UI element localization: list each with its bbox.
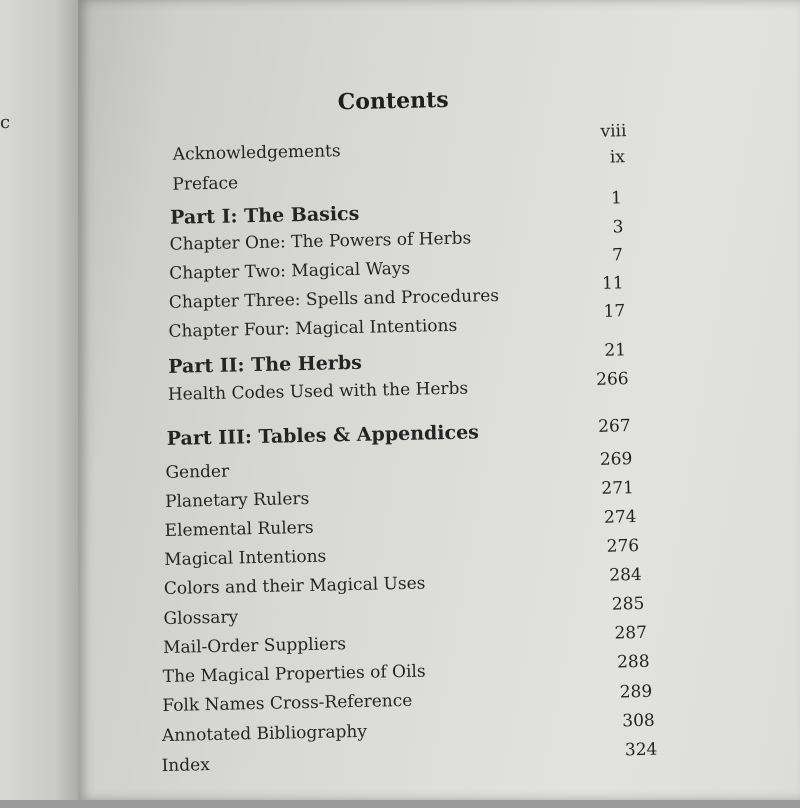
toc-entry: [163, 662, 426, 688]
toc-entry-label: The Magical Properties of Oils: [162, 661, 426, 688]
toc-entry-page: 288: [616, 651, 650, 673]
toc-entry-page: 269: [599, 449, 633, 470]
toc-entry-page: 308: [622, 710, 655, 732]
toc-entry-label: Health Codes Used with the Herbs: [167, 378, 469, 405]
toc-entry-label: Index: [161, 755, 211, 777]
toc-part-label: Part I: The Basics: [169, 202, 360, 229]
toc-entry-label: Colors and their Magical Uses: [163, 573, 426, 599]
toc-entry-label: Folk Names Cross-Reference: [162, 690, 413, 717]
toc-entry-page: ix: [609, 147, 626, 168]
toc-entry: [163, 607, 238, 629]
toc-entry: [173, 141, 341, 165]
toc-entry-page: 287: [614, 622, 648, 644]
toc-entry-label: Preface: [172, 173, 239, 195]
toc-entry-page: 7: [611, 245, 624, 266]
toc-entry: [161, 755, 210, 776]
toc-entry: [169, 228, 471, 254]
toc-entry: [162, 691, 412, 716]
toc-entry-page: 266: [595, 369, 629, 390]
toc-entry-page: 284: [609, 564, 642, 586]
toc-entry: [165, 462, 229, 483]
toc-entry-page: 1: [610, 188, 623, 209]
toc-entry-label: Acknowledgements: [172, 141, 341, 165]
toc-part-label: Part II: The Herbs: [168, 351, 363, 378]
toc-entry-label: Chapter Four: Magical Intentions: [168, 315, 458, 342]
toc-entry-label: Glossary: [163, 607, 239, 629]
toc-part-heading: [167, 421, 480, 450]
toc-entry-label: Chapter One: The Powers of Herbs: [169, 228, 472, 255]
toc-entry-label: Magical Intentions: [164, 546, 327, 570]
toc-entry-label: Mail-Order Suppliers: [162, 634, 347, 659]
toc-entry: [162, 722, 367, 746]
toc-entry-page: 3: [612, 217, 624, 238]
toc-entry-label: Chapter Two: Magical Ways: [169, 258, 411, 284]
toc-entry-page: 276: [606, 536, 640, 557]
page-title: Contents: [337, 86, 449, 116]
toc-entry-page: 274: [603, 507, 637, 528]
toc-entry-page: 21: [604, 340, 627, 361]
toc-entry-page: viii: [600, 121, 627, 142]
toc-entry: [164, 547, 326, 570]
toc-entry: [164, 574, 426, 599]
toc-entry-label: Annotated Bibliography: [161, 721, 368, 747]
toc-entry: [168, 379, 469, 405]
toc-entry-page: 17: [603, 301, 626, 322]
toc-entry-page: 271: [601, 478, 635, 499]
toc-entry-page: 324: [624, 739, 658, 761]
toc-entry: [169, 259, 410, 284]
toc-entry: [164, 518, 313, 541]
toc-part-heading: [170, 203, 360, 229]
toc-entry-page: 285: [611, 593, 645, 615]
toc-entry: [172, 173, 238, 194]
toc-entry-label: Planetary Rulers: [164, 488, 310, 512]
toc-entry-page: 267: [597, 416, 631, 437]
toc-entry-label: Chapter Three: Spells and Procedures: [168, 285, 500, 313]
toc-entry-page: 289: [619, 681, 653, 703]
toc-entry: [163, 634, 346, 658]
toc-entry: [168, 316, 457, 342]
toc-entry: [165, 489, 310, 512]
toc-part-label: Part III: Tables & Appendices: [166, 421, 480, 450]
toc-entry-label: Elemental Rulers: [164, 517, 314, 541]
toc-part-heading: [168, 352, 362, 378]
toc-entry-label: Gender: [165, 461, 230, 483]
toc-entry: [169, 286, 500, 313]
left-page-glyph: c: [0, 112, 11, 133]
toc-entry-page: 11: [601, 273, 624, 294]
